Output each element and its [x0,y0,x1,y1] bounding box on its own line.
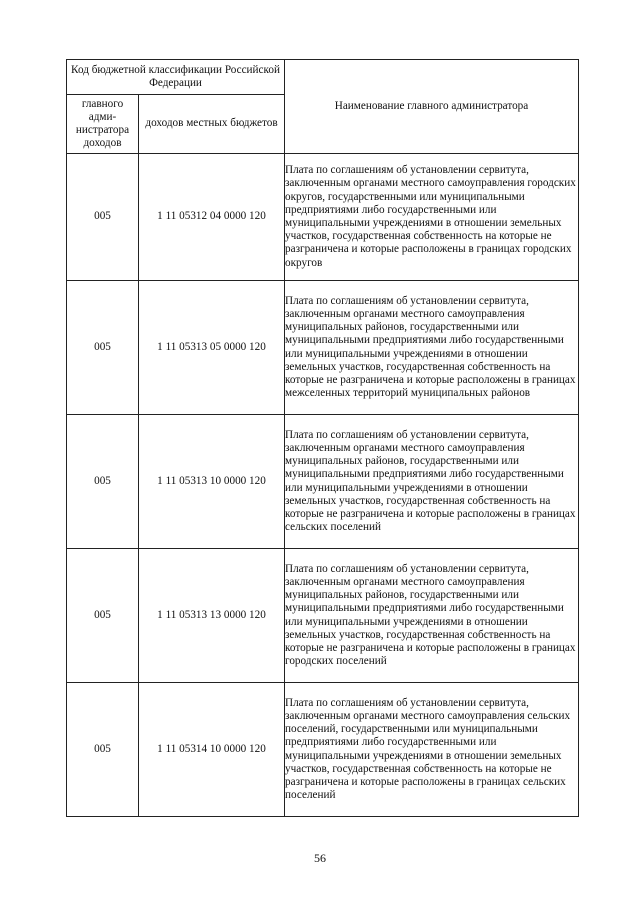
row-name: Плата по соглашениям об установлении сервитута, заключенным органами местного самоуправления муниципальных районов, государственными или муниципальными предприятиями либо государственными или муниципальными учреждениями в отношении земельных участков, государственная собственность на которые не разграничена и которые расположены в границах городских поселений [285,549,579,683]
table-row [67,281,579,415]
row-name: Плата по соглашениям об установлении сервитута, заключенным органами местного самоуправления муниципальных районов, государственными или муниципальными предприятиями либо государственными или муниципальными учреждениями в отношении земельных участков, государственная собственность на которые не разграничена и которые расположены в границах межселенных территорий муниципальных районов [285,281,579,415]
header-col-name: Наименование главного администратора [285,60,579,154]
row-name: Плата по соглашениям об установлении сервитута, заключенным органами местного самоуправления сельских поселений, государственными или муниципальными предприятиями либо государственными или муниципальными учреждениями в отношении земельных участков, государственная собственность на которые не разграничена и которые расположены в границах сельских поселений [285,683,579,817]
table-row [67,683,579,817]
header-group-title: Код бюджетной классификации Российской Федерации [67,60,285,95]
row-name: Плата по соглашениям об установлении сервитута, заключенным органами местного самоуправления городских округов, государственными или муниципальными предприятиями либо государственными или муниципальными учреждениями в отношении земельных участков, государственная собственность на которые не разграничена и которые расположены в границах городских округов [285,154,579,281]
row-budget-code: 1 11 05313 10 0000 120 [139,415,285,549]
row-admin-code: 005 [67,281,139,415]
row-admin-code: 005 [67,154,139,281]
header-col-admin: главного адми-нистратора доходов [67,95,139,154]
table-row [67,415,579,549]
table-row [67,549,579,683]
table-row [67,154,579,281]
row-name: Плата по соглашениям об установлении сервитута, заключенным органами местного самоуправления муниципальных районов, государственными или муниципальными предприятиями либо государственными или муниципальными учреждениями в отношении земельных участков, государственная собственность на которые не разграничена и которые расположены в границах сельских поселений [285,415,579,549]
budget-classification-table [66,59,579,817]
row-budget-code: 1 11 05312 04 0000 120 [139,154,285,281]
row-admin-code: 005 [67,683,139,817]
row-budget-code: 1 11 05313 13 0000 120 [139,549,285,683]
row-budget-code: 1 11 05314 10 0000 120 [139,683,285,817]
row-admin-code: 005 [67,549,139,683]
page-number: 56 [314,851,326,865]
row-budget-code: 1 11 05313 05 0000 120 [139,281,285,415]
row-admin-code: 005 [67,415,139,549]
header-col-income: доходов местных бюджетов [139,95,285,154]
